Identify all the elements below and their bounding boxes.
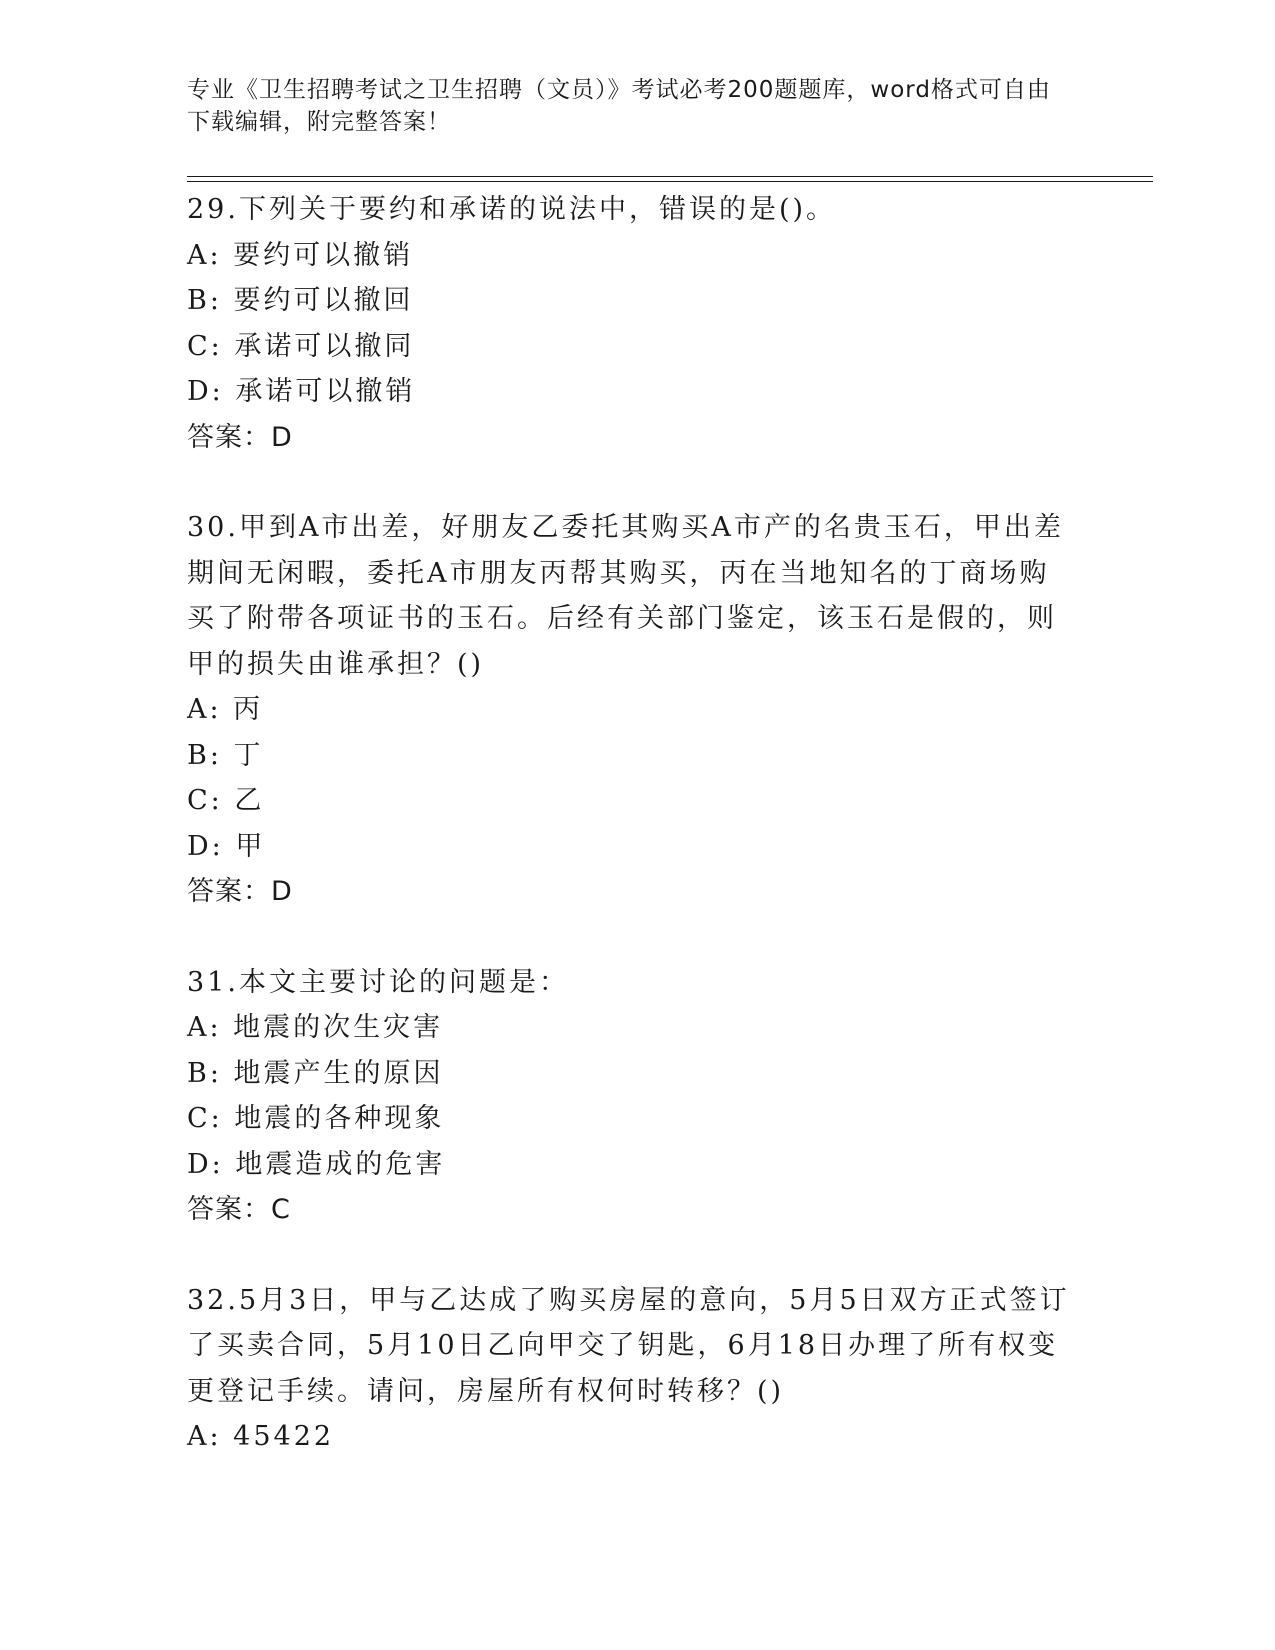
answer-line: 答案：C [187,1194,291,1225]
option-c: C: 承诺可以撤同 [187,330,415,362]
option-a: A: 地震的次生灾害 [187,1012,444,1043]
question-text: 32.5月3日，甲与乙达成了购买房屋的意向，5月5日双方正式签订了买卖合同，5月10日乙向甲交了钥匙，6月18日办理了所有权变更登记手续。请问，房屋所有权何时转移？() [187,1284,1070,1407]
option-a: A: 45422 [187,1421,335,1452]
header-rule-top [187,176,1153,177]
option-d: D: 承诺可以撤销 [187,376,416,407]
question-32 [187,1278,1077,1460]
answer-line: 答案：D [187,876,293,907]
question-30 [187,505,1077,915]
option-c: C: 乙 [187,785,265,816]
question-text: 29.下列关于要约和承诺的说法中，错误的是()。 [187,194,837,225]
option-a: A: 要约可以撤销 [187,239,414,271]
option-a: A: 丙 [187,694,264,725]
option-b: B: 要约可以撤回 [187,285,414,316]
document-header: 专业《卫生招聘考试之卫生招聘（文员）》考试必考200题题库，word格式可自由下载编辑，附完整答案！ [187,77,1051,135]
header-rule-bottom [187,181,1153,182]
option-d: D: 地震造成的危害 [187,1148,446,1180]
question-29 [187,187,1077,460]
question-text: 30.甲到A市出差，好朋友乙委托其购买A市产的名贵玉石，甲出差期间无闲暇，委托A市朋友丙帮其购买，丙在当地知名的丁商场购买了附带各项证书的玉石。后经有关部门鉴定，该玉石是假的，则甲的损失由谁承担？() [187,512,1064,680]
question-31 [187,960,1077,1233]
option-b: B: 地震产生的原因 [187,1057,444,1089]
answer-line: 答案：D [187,421,293,453]
question-list [187,187,1077,1505]
option-b: B: 丁 [187,739,264,771]
option-d: D: 甲 [187,830,266,862]
option-c: C: 地震的各种现象 [187,1103,445,1134]
question-text: 31.本文主要讨论的问题是： [187,966,569,998]
